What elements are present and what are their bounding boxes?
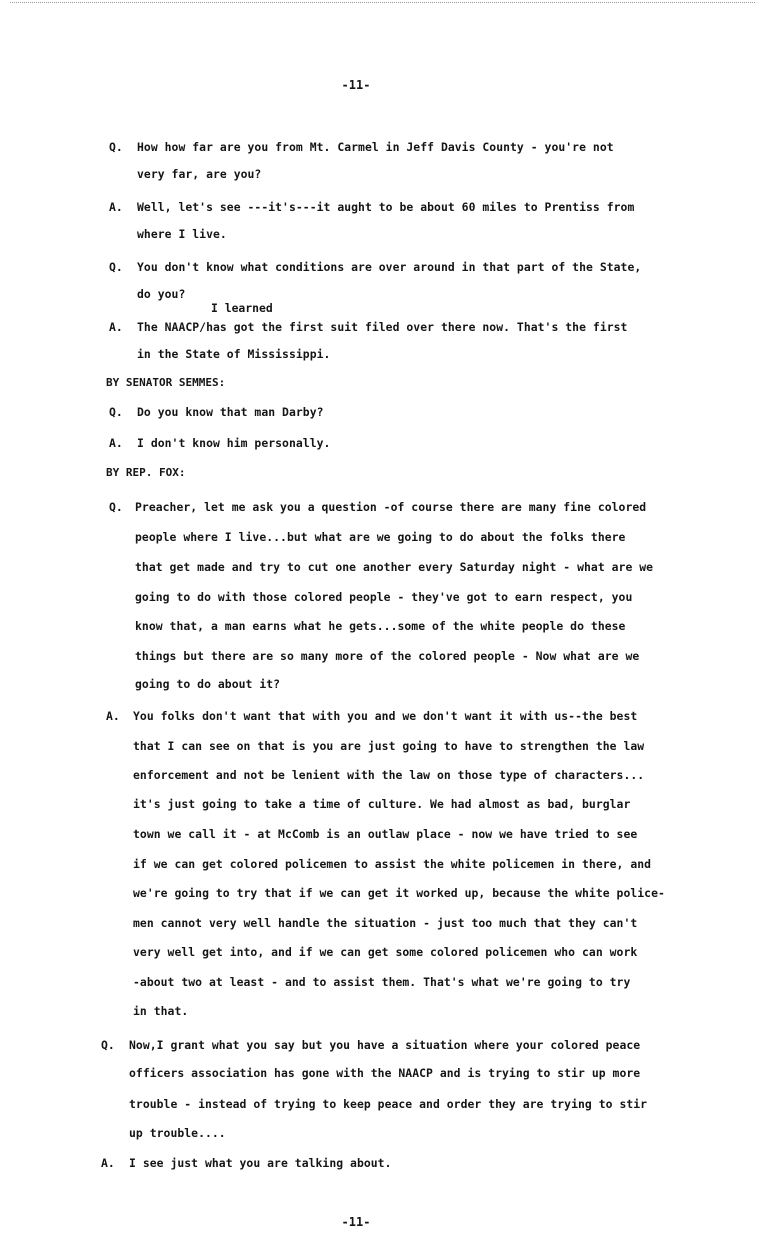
transcript-line: going to do about it? [135,677,281,691]
transcript-line: in the State of Mississippi. [137,347,331,361]
transcript-line: if we can get colored policemen to assist the white policemen in there, and [133,857,652,871]
transcript-line: Preacher, let me ask you a question -of course there are many fine colored [135,500,647,514]
transcript-line: enforcement and not be lenient with the law on those type of characters... [133,768,645,782]
transcript-line: The NAACP/has got the first suit filed over there now. That's the first [137,320,628,334]
transcript-line: Now,I grant what you say but you have a situation where your colored peace [129,1038,641,1052]
transcript-line: -about two at least - and to assist them. That's what we're going to try [133,975,631,989]
page-number-bottom: -11- [341,1215,371,1229]
transcript-line: know that, a man earns what he gets...some of the white people do these [135,619,626,633]
transcript-line: men cannot very well handle the situation - just too much that they can't [133,916,638,930]
transcript-line: How how far are you from Mt. Carmel in Jeff Davis County - you're not [137,140,614,154]
top-dotted-rule [10,2,755,3]
transcript-line: officers association has gone with the NAACP and is trying to stir up more [129,1066,641,1080]
question-label: Q. [109,140,123,154]
transcript-line: in that. [133,1004,189,1018]
transcript-line: town we call it - at McComb is an outlaw place - now we have tried to see [133,827,638,841]
transcript-line: I see just what you are talking about. [129,1156,392,1170]
question-label: Q. [101,1038,115,1052]
transcript-line: very well get into, and if we can get some colored policemen who can work [133,945,638,959]
transcript-line: people where I live...but what are we going to do about the folks there [135,530,626,544]
transcript-line: Well, let's see ---it's---it aught to be about 60 miles to Prentiss from [137,200,635,214]
speaker-heading: BY SENATOR SEMMES: [106,376,226,389]
transcript-line: it's just going to take a time of culture. We had almost as bad, burglar [133,797,631,811]
page-number-top: -11- [341,78,371,92]
answer-label: A. [101,1156,115,1170]
handwritten-insertion: I learned [211,301,273,315]
transcript-line: do you? [137,287,186,301]
transcript-line: up trouble.... [129,1126,226,1140]
transcript-line: where I live. [137,227,227,241]
answer-label: A. [109,436,123,450]
answer-label: A. [109,320,123,334]
transcript-line: trouble - instead of trying to keep peace and order they are trying to stir [129,1097,648,1111]
transcript-line: that I can see on that is you are just going to have to strengthen the law [133,739,645,753]
transcript-line: Do you know that man Darby? [137,405,324,419]
transcript-line: very far, are you? [137,167,262,181]
transcript-line: You don't know what conditions are over around in that part of the State, [137,260,642,274]
transcript-line: we're going to try that if we can get it worked up, because the white police- [133,886,665,900]
transcript-line: things but there are so many more of the colored people - Now what are we [135,649,640,663]
question-label: Q. [109,405,123,419]
question-label: Q. [109,500,123,514]
answer-label: A. [106,709,120,723]
transcript-line: that get made and try to cut one another every Saturday night - what are we [135,560,654,574]
speaker-heading: BY REP. FOX: [106,466,186,479]
transcript-line: I don't know him personally. [137,436,331,450]
question-label: Q. [109,260,123,274]
transcript-line: You folks don't want that with you and we don't want it with us--the best [133,709,638,723]
transcript-line: going to do with those colored people - they've got to earn respect, you [135,590,633,604]
answer-label: A. [109,200,123,214]
